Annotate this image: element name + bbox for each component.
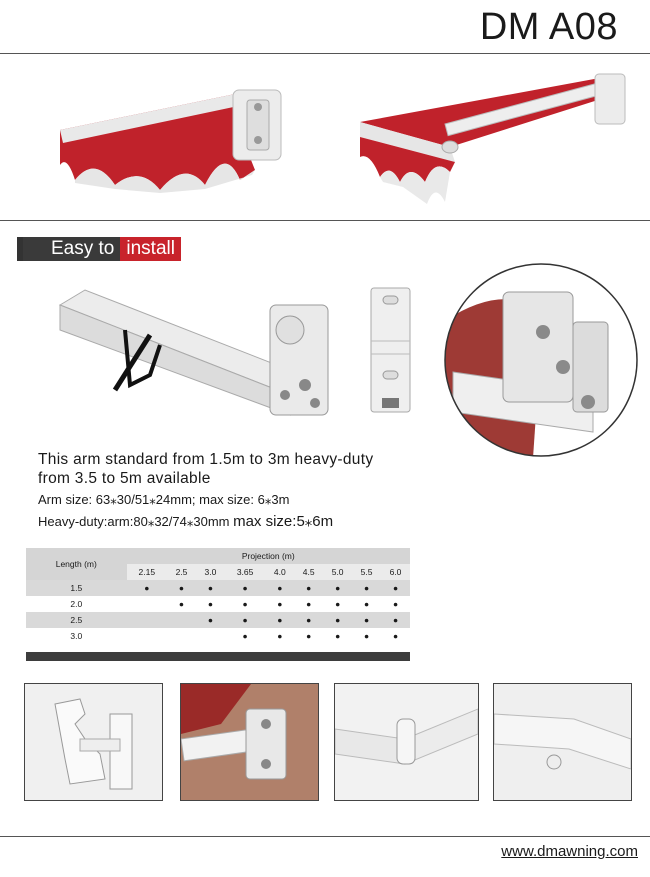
profile-section-photo [24,683,163,801]
table-cell: ● [352,580,381,596]
wall-mount-photo [180,683,319,801]
table-footer-bar [26,652,410,661]
table-cell: ● [294,612,323,628]
table-cell: ● [265,596,294,612]
footer-divider [0,836,650,837]
banner-label-easy: Easy to [23,237,120,261]
table-cell: ● [381,596,410,612]
joint-closeup-image [443,262,639,458]
table-cell: ● [323,612,352,628]
model-title: DM A08 [479,6,618,48]
table-cell: ● [265,628,294,644]
table-cell: ● [196,612,225,628]
table-cell: ● [381,612,410,628]
wall-bracket-image [368,286,413,416]
elbow-joint-photo [334,683,479,801]
column-header: 5.0 [323,564,352,580]
header-divider [0,53,650,54]
length-cell: 3.0 [26,628,127,644]
table-cell: ● [225,628,265,644]
column-header: 2.5 [167,564,196,580]
table-cell: ● [265,580,294,596]
website-link[interactable]: www.dmawning.com [501,843,638,860]
length-cell: 2.0 [26,596,127,612]
table-cell: ● [225,596,265,612]
column-header: 3.0 [196,564,225,580]
table-row [26,628,410,644]
column-header: 4.5 [294,564,323,580]
table-cell: ● [225,580,265,596]
projection-header: Projection (m) [127,548,410,564]
description-line-1: This arm standard from 1.5m to 3m heavy-duty [38,451,374,468]
table-row [26,612,410,628]
table-cell: ● [352,596,381,612]
table-cell: ● [323,580,352,596]
table-row [26,596,410,612]
table-cell: ● [196,580,225,596]
length-cell: 1.5 [26,580,127,596]
heavy-duty-arm-size: Heavy-duty:arm:80⁎32/74⁎30mm [38,514,234,529]
column-header: 5.5 [352,564,381,580]
awning-open-image [355,72,635,212]
table-cell: ● [381,628,410,644]
table-cell: ● [167,580,196,596]
folding-arm-image [55,275,340,425]
table-cell [127,612,167,628]
table-cell: ● [265,612,294,628]
heavy-duty-spec [38,512,333,530]
column-header: 6.0 [381,564,410,580]
table-row [26,580,410,596]
images-divider [0,220,650,221]
column-header: 3.65 [225,564,265,580]
table-cell: ● [323,596,352,612]
projection-table [26,548,410,644]
table-cell: ● [352,628,381,644]
length-cell: 2.5 [26,612,127,628]
heavy-duty-max-size: max size:5⁎6m [233,513,334,530]
table-cell [196,628,225,644]
table-cell: ● [294,580,323,596]
section-banner [17,237,181,261]
table-cell: ● [381,580,410,596]
table-cell: ● [294,628,323,644]
table-cell: ● [323,628,352,644]
table-cell [167,628,196,644]
table-cell: ● [167,596,196,612]
table-cell [127,596,167,612]
arm-hinge-photo [493,683,632,801]
length-header: Length (m) [26,548,127,580]
arm-size-spec: Arm size: 63⁎30/51⁎24mm; max size: 6⁎3m [38,492,290,507]
arm-description [38,450,373,488]
column-header: 2.15 [127,564,167,580]
table-cell [167,612,196,628]
table-cell [127,628,167,644]
table-cell: ● [352,612,381,628]
awning-closed-image [55,85,285,195]
table-cell: ● [127,580,167,596]
table-cell: ● [294,596,323,612]
banner-label-install: install [120,237,181,261]
column-header: 4.0 [265,564,294,580]
description-line-2: from 3.5 to 5m available [38,470,211,487]
table-cell: ● [225,612,265,628]
table-cell: ● [196,596,225,612]
